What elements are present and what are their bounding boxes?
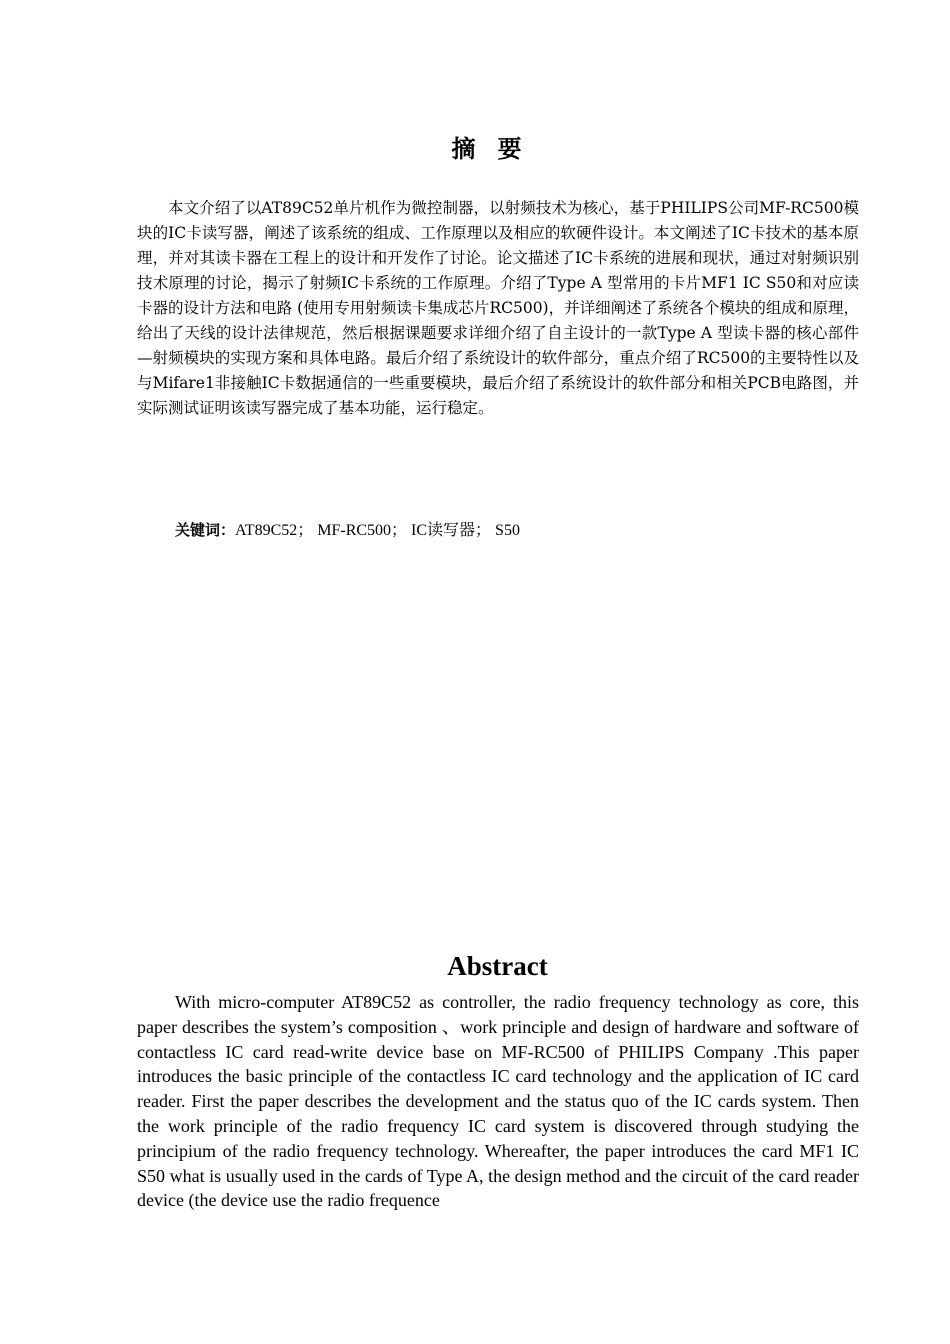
- keywords-line: [175, 517, 520, 544]
- english-abstract-title: Abstract: [447, 951, 548, 981]
- chinese-abstract-body: 本文介绍了以AT89C52单片机作为微控制器，以射频技术为核心，基于PHILIPS公司MF-RC500模块的IC卡读写器，阐述了该系统的组成、工作原理以及相应的软硬件设计。本文阐述了IC卡技术的基本原理，并对其读卡器在工程上的设计和开发作了讨论。论文描述了IC卡系统的进展和现状，通过对射频识别技术原理的讨论，揭示了射频IC卡系统的工作原理。介绍了Type A 型常用的卡片MF1 IC S50和对应读卡器的设计方法和电路 (使用专用射频读卡集成芯片RC500)，并详细阐述了系统各个模块的组成和原理，给出了天线的设计法律规范，然后根据课题要求详细介绍了自主设计的一款Type A 型读卡器的核心部件—射频模块的实现方案和具体电路。最后介绍了系统设计的软件部分，重点介绍了RC500的主要特性以及与Mifare1非接触IC卡数据通信的一些重要模块，最后介绍了系统设计的软件部分和相关PCB电路图，并实际测试证明该读写器完成了基本功能，运行稳定。: [137, 199, 859, 417]
- english-abstract-body: With micro-computer AT89C52 as controller, the radio frequency technology as core, this paper describes the system’s composition 、work principle and design of hardware and software of contactless IC card read-write device base on MF-RC500 of PHILIPS Company .This paper introduces the basic principle of the contactless IC card technology and the application of IC card reader. First the paper describes the development and the status quo of the IC cards system. Then the work principle of the radio frequency IC card system is discovered through studying the principium of the radio frequency technology. Whereafter, the paper introduces the card MF1 IC S50 what is usually used in the cards of Type A, the design method and the circuit of the card reader device (the device use the radio frequence: [137, 992, 859, 1211]
- chinese-abstract-title: 摘要: [451, 135, 544, 163]
- keywords-label: 关键词：: [175, 521, 236, 539]
- keywords-values: AT89C52； MF-RC500； IC读写器； S50: [235, 522, 520, 539]
